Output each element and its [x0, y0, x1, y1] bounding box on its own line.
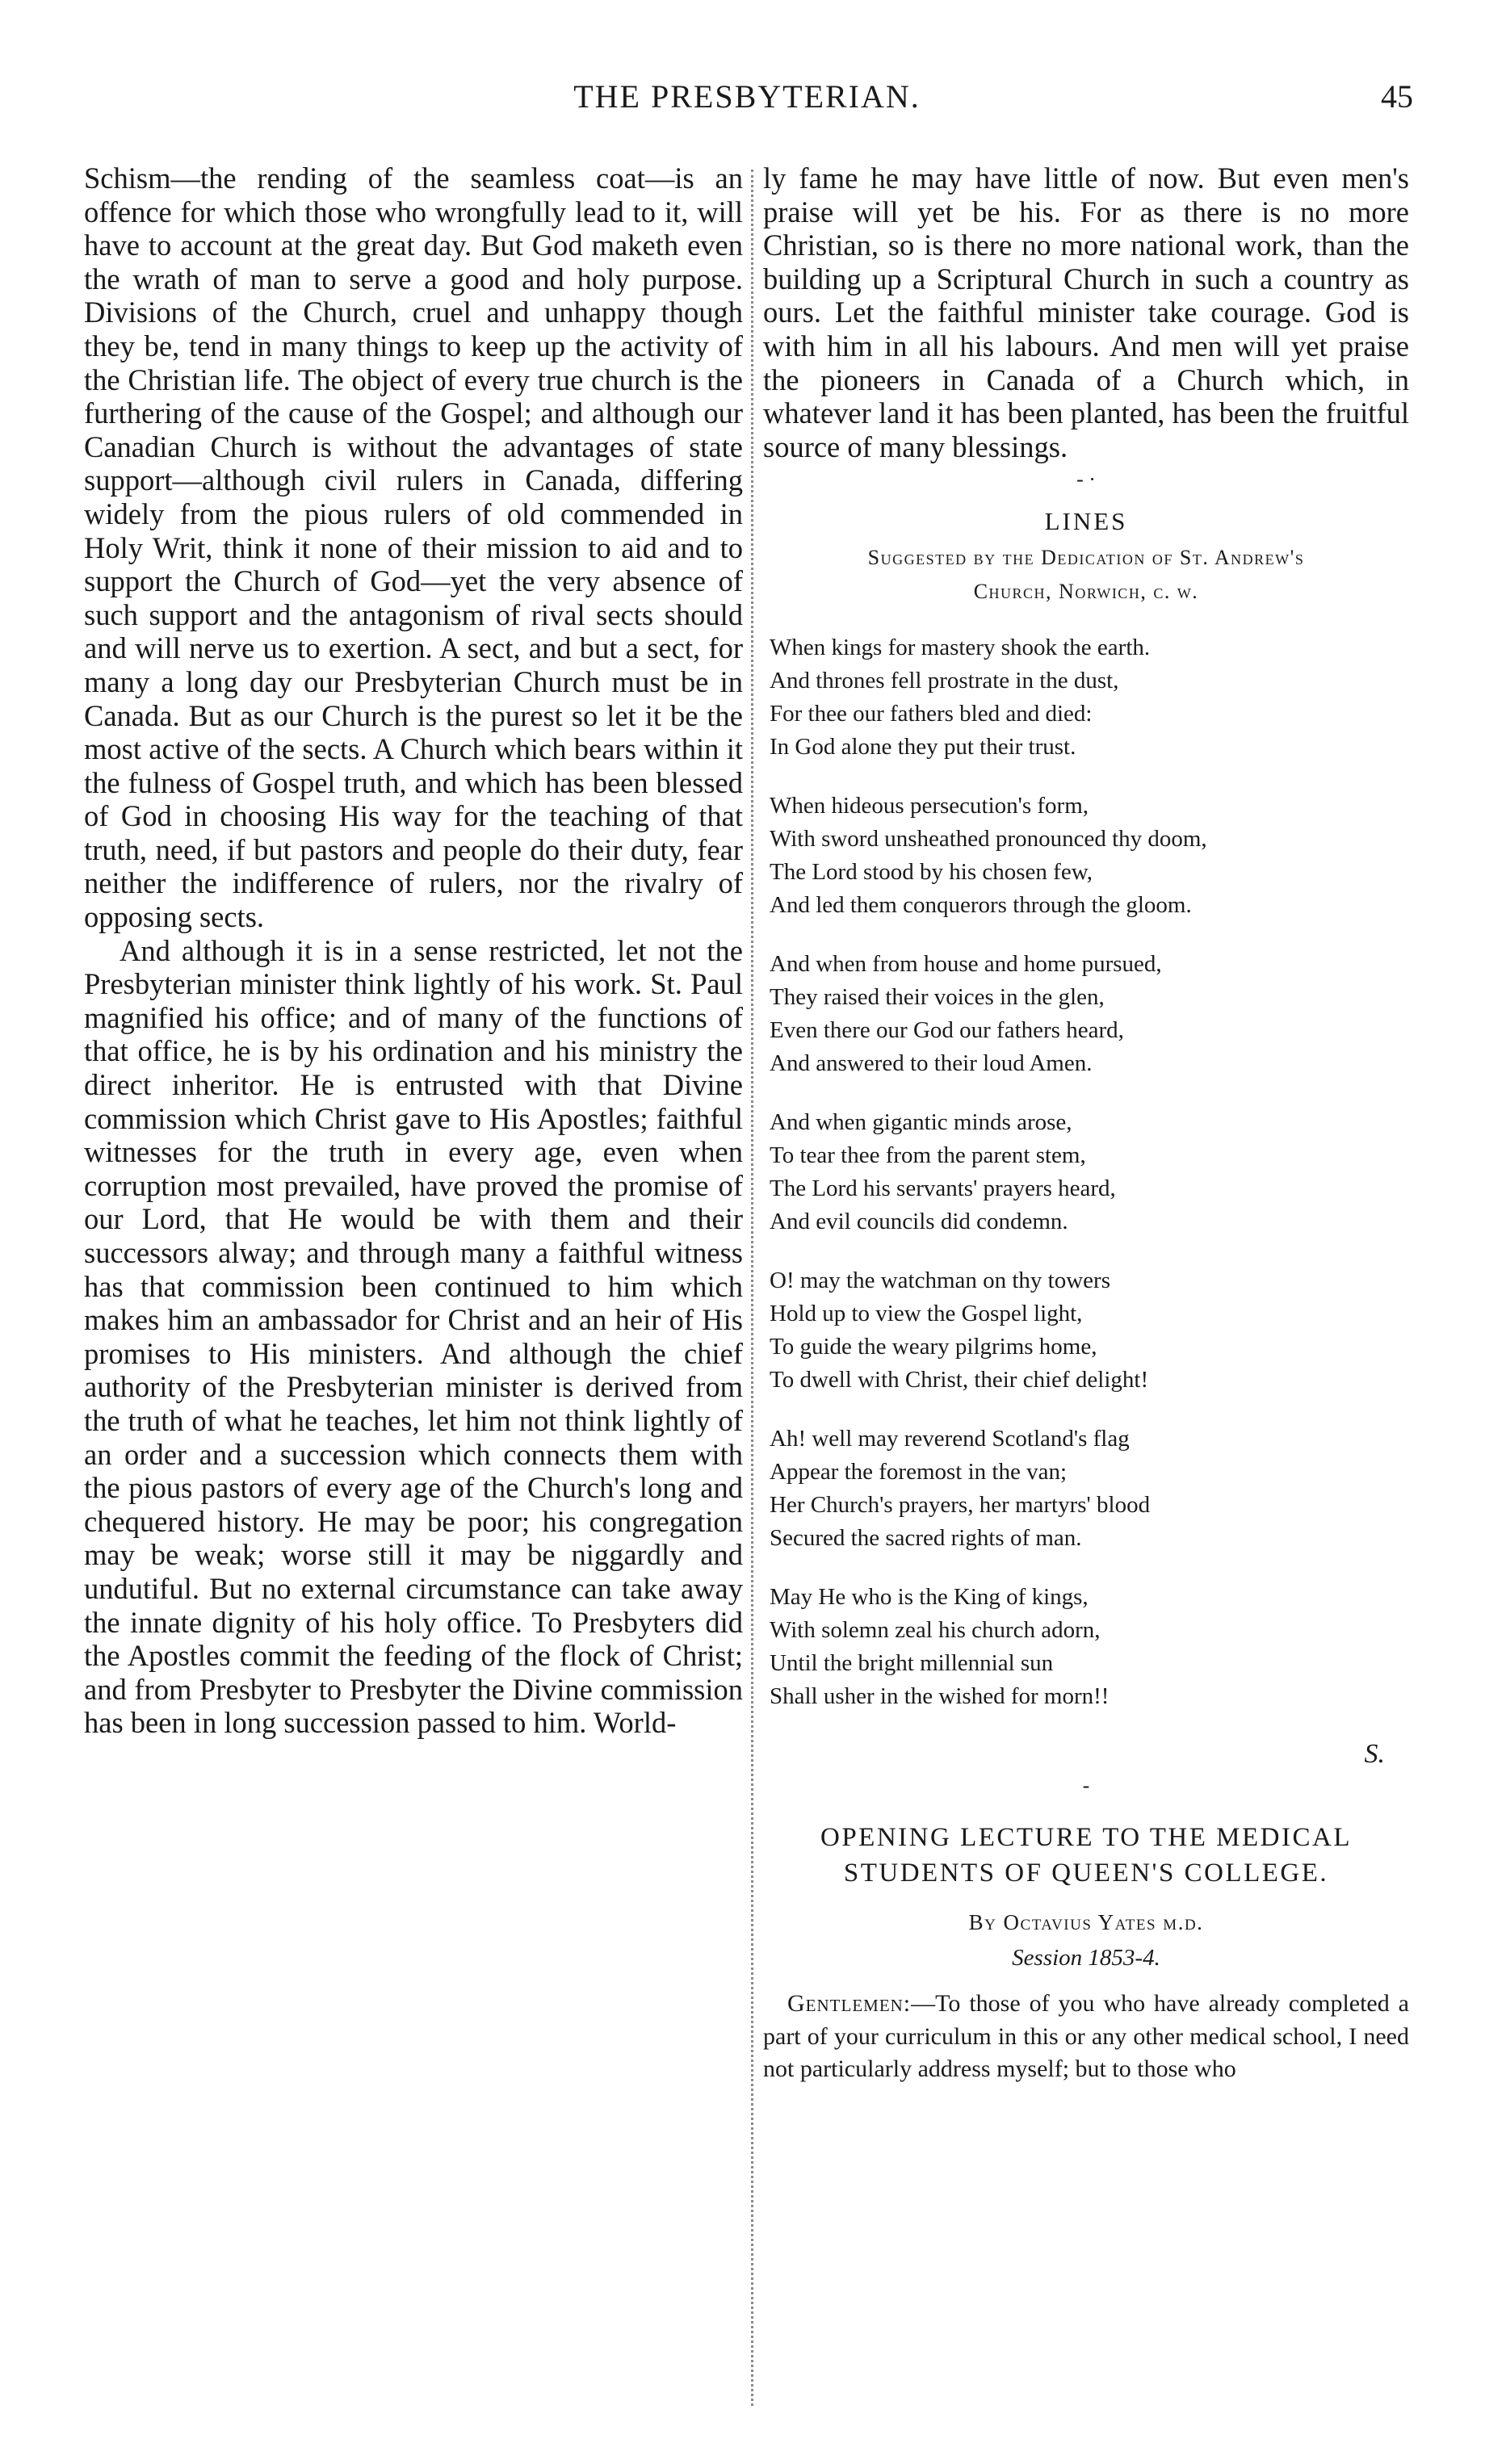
- poem-stanza: [770, 1423, 1409, 1555]
- poem-stanza: [770, 1106, 1409, 1238]
- journal-title: THE PRESBYTERIAN.: [573, 78, 921, 115]
- poem-line: To dwell with Christ, their chief delight!: [770, 1367, 1149, 1393]
- poem-subtitle-line-2: Church, Norwich, c. w.: [973, 580, 1199, 604]
- poem-stanza: [770, 790, 1409, 922]
- page-number: 45: [1381, 78, 1413, 115]
- lecture-body-text: —To those of you who have already completed a part of your curriculum in this or any other medical school, I need not particularly address myself; but to those who: [763, 1990, 1409, 2083]
- poem-signature: S.: [1364, 1739, 1385, 1770]
- poem-subtitle-line-1: Suggested by the Dedication of St. Andrew's: [867, 546, 1305, 570]
- poem-stanza: [770, 948, 1409, 1080]
- poem-line: With sword unsheathed pronounced thy doom,: [770, 826, 1207, 853]
- poem-line: To guide the weary pilgrims home,: [770, 1334, 1097, 1360]
- poem-line: And thrones fell prostrate in the dust,: [770, 668, 1119, 694]
- poem-line: Appear the foremost in the van;: [770, 1459, 1068, 1486]
- poem-line: The Lord his servants' prayers heard,: [770, 1175, 1116, 1202]
- poem-line: And answered to their loud Amen.: [770, 1050, 1093, 1077]
- poem-line: With solemn zeal his church adorn,: [770, 1617, 1101, 1644]
- poem: [763, 507, 1409, 1770]
- right-column: [763, 161, 1409, 2086]
- lecture: [763, 1820, 1409, 2086]
- poem-line: And when gigantic minds arose,: [770, 1109, 1072, 1136]
- lecture-opening: [763, 1988, 1409, 2086]
- poem-line: Even there our God our fathers heard,: [770, 1017, 1124, 1044]
- poem-line: Shall usher in the wished for morn!!: [770, 1683, 1110, 1710]
- lecture-byline: By Octavius Yates m.d.: [968, 1910, 1204, 1935]
- poem-line: Her Church's prayers, her martyrs' blood: [770, 1492, 1151, 1519]
- poem-line: In God alone they put their trust.: [770, 734, 1076, 761]
- lecture-salutation: Gentlemen:: [787, 1990, 912, 2018]
- left-column: [84, 161, 743, 1740]
- essay-continuation: ly fame he may have little of now. But even men's praise will yet be his. For as there is no more Christian, so is there no more national work, than the building up a Scriptural Church in such a country as ours. Let the faithful minister take courage. God is with him in all his labours. And men will yet praise the pioneers in Canada of a Church which, in whatever land it has been planted, has been the fruitful source of many blessings.: [763, 161, 1409, 463]
- poem-line: Hold up to view the Gospel light,: [770, 1301, 1083, 1327]
- poem-line: Ah! well may reverend Scotland's flag: [770, 1426, 1130, 1452]
- poem-stanza: [770, 1581, 1409, 1713]
- section-ornament: -: [1082, 1774, 1090, 1798]
- poem-stanza: [770, 631, 1409, 764]
- poem-stanza: [770, 1264, 1409, 1397]
- poem-line: And led them conquerors through the gloom.: [770, 892, 1192, 919]
- poem-line: O! may the watchman on thy towers: [770, 1268, 1111, 1294]
- column-divider: [751, 170, 753, 2406]
- poem-line: To tear thee from the parent stem,: [770, 1142, 1086, 1169]
- poem-line: Until the bright millennial sun: [770, 1650, 1054, 1677]
- essay-paragraph-2: And although it is in a sense restricted, let not the Presbyterian minister think lightly of his work. St. Paul magnified his office; and of many of the functions of that office, he is by his ordination and his ministry the direct inheritor. He is entrusted with that Divine commission which Christ gave to His Apostles; faithful witnesses for the truth in every age, even when corruption most prevailed, have proved the promise of our Lord, that He would be with them and their successors alway; and through many a faithful witness has that commission been continued to him which makes him an ambassador for Christ and an heir of His promises to His ministers. And although the chief authority of the Presbyterian minister is derived from the truth of what he teaches, let him not think lightly of an order and a succession which connects them with the pious pastors of every age of the Church's long and chequered history. He may be poor; his congregation may be weak; worse still it may be niggardly and undutiful. But no external circumstance can take away the innate dignity of his holy office. To Presbyters did the Apostles commit the feeding of the flock of Christ; and from Presbyter to Presbyter the Divine commission has been in long succession passed to him. World-: [84, 933, 743, 1740]
- lecture-session: Session 1853-4.: [1012, 1945, 1160, 1972]
- poem-line: When hideous persecution's form,: [770, 793, 1089, 819]
- poem-line: For thee our fathers bled and died:: [770, 701, 1093, 727]
- poem-line: They raised their voices in the glen,: [770, 984, 1105, 1011]
- essay-paragraph-1: Schism—the rending of the seamless coat—is an offence for which those who wrongfully lead to it, will have to account at the great day. But God maketh even the wrath of man to serve a good and holy purpose. Divisions of the Church, cruel and unhappy though they be, tend in many things to keep up the activity of the Christian life. The object of every true church is the furthering of the cause of the Gospel; and although our Canadian Church is without the advantages of state support—although civil rulers in Canada, differing widely from the pious rulers of old commended in Holy Writ, think it none of their mission to aid and to support the Church of God—yet the very absence of such support and the antagonism of rival sects should and will nerve us to exertion. A sect, and but a sect, for many a long day our Presbyterian Church must be in Canada. But as our Church is the purest so let it be the most active of the sects. A Church which bears within it the fulness of Gospel truth, and which has been blessed of God in choosing His way for the teaching of that truth, need, if but pastors and people do their duty, fear neither the indifference of rulers, nor the rivalry of opposing sects.: [84, 161, 743, 934]
- lecture-title-line-2: STUDENTS OF QUEEN'S COLLEGE.: [843, 1858, 1329, 1888]
- poem-line: The Lord stood by his chosen few,: [770, 859, 1093, 886]
- poem-line: Secured the sacred rights of man.: [770, 1525, 1082, 1552]
- section-ornament: - ·: [1076, 467, 1096, 492]
- page-header: [81, 78, 1413, 126]
- poem-title: LINES: [1044, 507, 1128, 536]
- poem-line: When kings for mastery shook the earth.: [770, 635, 1151, 661]
- poem-line: And evil councils did condemn.: [770, 1209, 1068, 1235]
- poem-line: And when from house and home pursued,: [770, 951, 1162, 978]
- poem-line: May He who is the King of kings,: [770, 1584, 1089, 1611]
- lecture-title-line-1: OPENING LECTURE TO THE MEDICAL: [820, 1823, 1352, 1853]
